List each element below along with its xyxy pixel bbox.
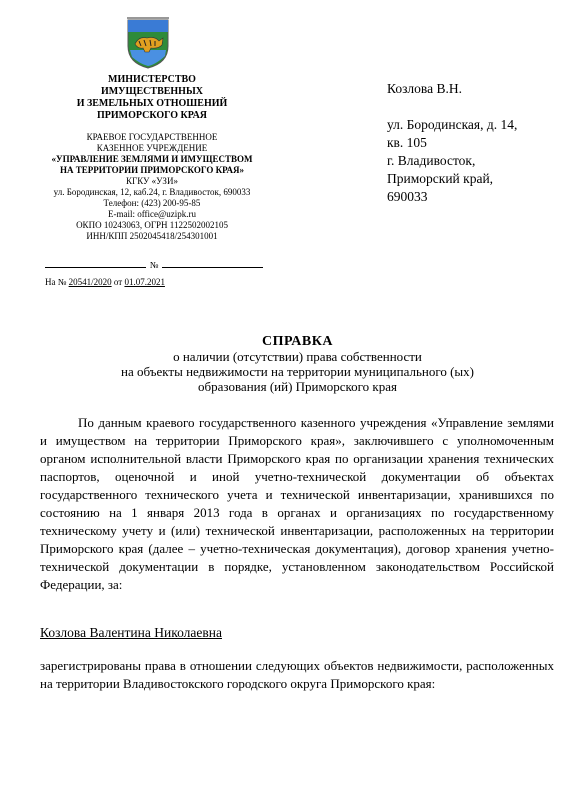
reference-number: 20541/2020	[68, 277, 112, 287]
institution-type-line-1: КРАЕВОЕ ГОСУДАРСТВЕННОЕ	[86, 132, 218, 142]
reference-from: от	[113, 277, 123, 287]
reference-date: 01.07.2021	[124, 277, 165, 287]
addressee-city: г. Владивосток,	[387, 153, 476, 168]
body-paragraph-1: По данным краевого государственного казенного учреждения «Управление землями и имуществом на территории Приморского края», заключившего с уполномоченным органом исполнительной власти Приморского края по организации хранения технических паспортов, оценочной и иной учетно-технической документации об объектах государственного технического учета и технической инвентаризации, хранившихся по состоянию на 1 января 2013 года в органах и организациях по государственному техническому учету и (или) технической инвентаризации, расположенных на территории Приморского края (далее – учетно-техническая документация), договор хранения учетно-технической документации в порядке, установленном законодательством Российской Федерации, за:	[40, 415, 554, 592]
reference-line	[45, 277, 165, 287]
addressee-street: ул. Бородинская, д. 14,	[387, 117, 518, 132]
document-title-main: СПРАВКА	[262, 334, 333, 349]
reference-prefix: На №	[45, 277, 67, 287]
document-title-line-1: о наличии (отсутствии) права собственности	[173, 349, 422, 364]
letterhead	[36, 74, 268, 242]
document-title-line-3: образования (ий) Приморского края	[198, 379, 397, 394]
institution-short-name: КГКУ «УЗИ»	[126, 176, 178, 186]
ministry-name-line-1: МИНИСТЕРСТВО	[108, 74, 196, 85]
addressee-name: Козлова В.Н.	[387, 81, 462, 96]
coat-of-arms-emblem	[125, 16, 171, 70]
addressee-postcode: 690033	[387, 189, 428, 204]
institution-address: ул. Бородинская, 12, каб.24, г. Владивосток, 690033	[53, 187, 251, 197]
addressee-apartment: кв. 105	[387, 135, 427, 150]
ministry-name-line-4: ПРИМОРСКОГО КРАЯ	[96, 110, 208, 121]
ministry-name-line-3: И ЗЕМЕЛЬНЫХ ОТНОШЕНИЙ	[76, 98, 228, 109]
registration-number-blank	[162, 267, 263, 268]
registration-number-sign: №	[149, 260, 159, 270]
institution-type-line-2: КАЗЕННОЕ УЧРЕЖДЕНИЕ	[96, 143, 208, 153]
addressee-block	[387, 80, 557, 206]
owner-name: Козлова Валентина Николаевна	[40, 625, 222, 640]
institution-inn: ИНН/КПП 2502045418/254301001	[86, 231, 218, 241]
addressee-region: Приморский край,	[387, 171, 494, 186]
registration-number-line	[45, 260, 263, 270]
document-title-line-2: на объекты недвижимости на территории муниципального (ых)	[121, 364, 474, 379]
institution-name-line-1: «УПРАВЛЕНИЕ ЗЕМЛЯМИ И ИМУЩЕСТВОМ	[51, 154, 253, 164]
document-title	[60, 334, 535, 394]
institution-okpo: ОКПО 10243063, ОГРН 1122502002105	[76, 220, 228, 230]
registration-date-blank	[45, 267, 146, 268]
body-paragraph-2: зарегистрированы права в отношении следующих объектов недвижимости, расположенных на территории Владивостокского городского округа Приморского края:	[40, 658, 554, 691]
institution-name-line-2: НА ТЕРРИТОРИИ ПРИМОРСКОГО КРАЯ»	[60, 165, 244, 175]
ministry-name-line-2: ИМУЩЕСТВЕННЫХ	[100, 86, 204, 97]
institution-phone: Телефон: (423) 200-95-85	[103, 198, 201, 208]
institution-email: E-mail: office@uzipk.ru	[107, 209, 197, 219]
